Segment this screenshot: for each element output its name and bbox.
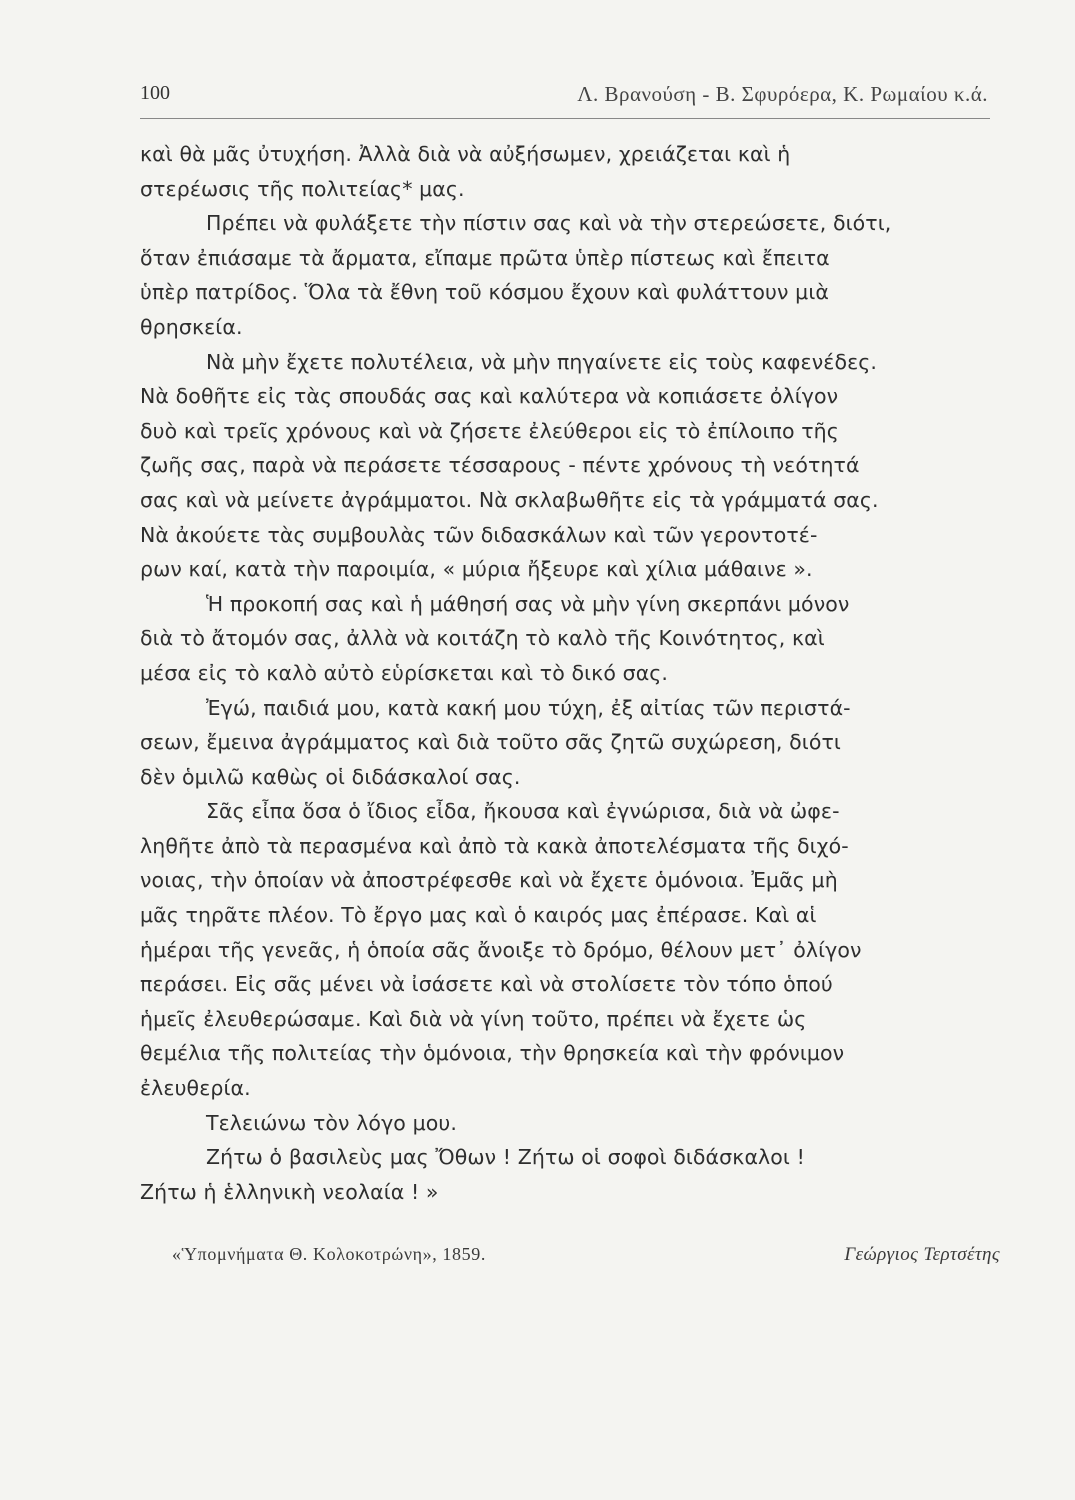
text-line: Τελειώνω τὸν λόγο μου. <box>206 1110 457 1135</box>
source-attribution <box>140 1244 1000 1274</box>
text-line: ὅταν ἐπιάσαμε τὰ ἄρματα, εἴπαμε πρῶτα ὑπὲρ πίστεως καὶ ἔπειτα <box>140 245 830 270</box>
text-line: Ζήτω ἡ ἑλληνικὴ νεολαία ! » <box>140 1179 439 1204</box>
text-line: Νὰ μὴν ἔχετε πολυτέλεια, νὰ μὴν πηγαίνετε εἰς τοὺς καφενέδες. <box>206 349 878 374</box>
source-citation: «Ὑπομνήματα Θ. Κολοκοτρώνη», 1859. <box>172 1244 486 1264</box>
text-line: διὰ τὸ ἄτομόν σας, ἀλλὰ νὰ κοιτάζη τὸ καλὸ τῆς Κοινότητος, καὶ <box>140 626 825 651</box>
text-line: μᾶς τηρᾶτε πλέον. Τὸ ἔργο μας καὶ ὁ καιρός μας ἐπέρασε. Καὶ αἱ <box>140 903 817 928</box>
text-line: Ζήτω ὁ βασιλεὺς μας Ὄθων ! Ζήτω οἱ σοφοὶ διδάσκαλοι ! <box>206 1145 805 1170</box>
text-line: ὑπὲρ πατρίδος. Ὅλα τὰ ἔθνη τοῦ κόσμου ἔχουν καὶ φυλάττουν μιὰ <box>140 280 829 305</box>
text-line: Πρέπει νὰ φυλάξετε τὴν πίστιν σας καὶ νὰ τὴν στερεώσετε, διότι, <box>206 211 892 236</box>
text-line: θεμέλια τῆς πολιτείας τὴν ὁμόνοια, τὴν θρησκεία καὶ τὴν φρόνιμον <box>140 1041 845 1066</box>
text-line: ἐλευθερία. <box>140 1076 251 1101</box>
text-line: ἡμέραι τῆς γενεᾶς, ἡ ὁποία σᾶς ἄνοιξε τὸ δρόμο, θέλουν μετ᾽ ὀλίγον <box>140 937 862 962</box>
text-line: μέσα εἰς τὸ καλὸ αὐτὸ εὑρίσκεται καὶ τὸ δικό σας. <box>140 660 669 685</box>
text-line: Ἡ προκοπή σας καὶ ἡ μάθησή σας νὰ μὴν γίνη σκερπάνι μόνον <box>206 591 850 616</box>
text-line: νοιας, τὴν ὁποίαν νὰ ἀποστρέφεσθε καὶ νὰ ἔχετε ὁμόνοια. Ἐμᾶς μὴ <box>140 868 838 893</box>
text-line: Σᾶς εἶπα ὅσα ὁ ἴδιος εἶδα, ἤκουσα καὶ ἐγνώρισα, διὰ νὰ ὠφε- <box>206 799 840 824</box>
text-line: καὶ θὰ μᾶς ὐτυχήση. Ἀλλὰ διὰ νὰ αὐξήσωμεν, χρειάζεται καὶ ἡ <box>140 142 791 166</box>
header-divider <box>140 118 990 119</box>
text-line: ζωῆς σας, παρὰ νὰ περάσετε τέσσαρους - πέντε χρόνους τὴ νεότητά <box>140 453 860 478</box>
page-number: 100 <box>140 82 170 104</box>
author-name: Γεώργιος Τερτσέτης <box>844 1244 1000 1265</box>
text-line: σας καὶ νὰ μείνετε ἀγράμματοι. Νὰ σκλαβωθῆτε εἰς τὰ γράμματά σας. <box>140 487 879 512</box>
text-line: ληθῆτε ἀπὸ τὰ περασμένα καὶ ἀπὸ τὰ κακὰ ἀποτελέσματα τῆς διχό- <box>140 833 849 858</box>
text-line: Ἐγώ, παιδιά μου, κατὰ κακή μου τύχη, ἐξ αἰτίας τῶν περιστά- <box>206 695 851 720</box>
text-line: Νὰ ἀκούετε τὰς συμβουλὰς τῶν διδασκάλων καὶ τῶν γεροντοτέ- <box>140 522 818 547</box>
text-line: περάσει. Εἰς σᾶς μένει νὰ ἰσάσετε καὶ νὰ στολίσετε τὸν τόπο ὁπού <box>140 972 833 997</box>
body-text <box>140 137 1002 1209</box>
text-line: Νὰ δοθῆτε εἰς τὰς σπουδάς σας καὶ καλύτερα νὰ κοπιάσετε ὀλίγον <box>140 384 839 409</box>
text-line: ρων καί, κατὰ τὴν παροιμία, « μύρια ἤξευρε καὶ χίλια μάθαινε ». <box>140 557 813 582</box>
text-line: θρησκεία. <box>140 314 243 339</box>
text-line: στερέωσις τῆς πολιτείας* μας. <box>140 176 465 201</box>
running-title: Λ. Βρανούση - Β. Σφυρόερα, Κ. Ρωμαίου κ.ά. <box>577 82 988 106</box>
text-line: δυὸ καὶ τρεῖς χρόνους καὶ νὰ ζήσετε ἐλεύθεροι εἰς τὸ ἐπίλοιπο τῆς <box>140 418 839 443</box>
text-line: δὲν ὁμιλῶ καθὼς οἱ διδάσκαλοί σας. <box>140 764 521 789</box>
text-line: ἡμεῖς ἐλευθερώσαμε. Καὶ διὰ νὰ γίνη τοῦτο, πρέπει νὰ ἔχετε ὡς <box>140 1006 807 1031</box>
page-header <box>140 82 1000 114</box>
text-line: σεων, ἔμεινα ἀγράμματος καὶ διὰ τοῦτο σᾶς ζητῶ συχώρεση, διότι <box>140 730 841 755</box>
